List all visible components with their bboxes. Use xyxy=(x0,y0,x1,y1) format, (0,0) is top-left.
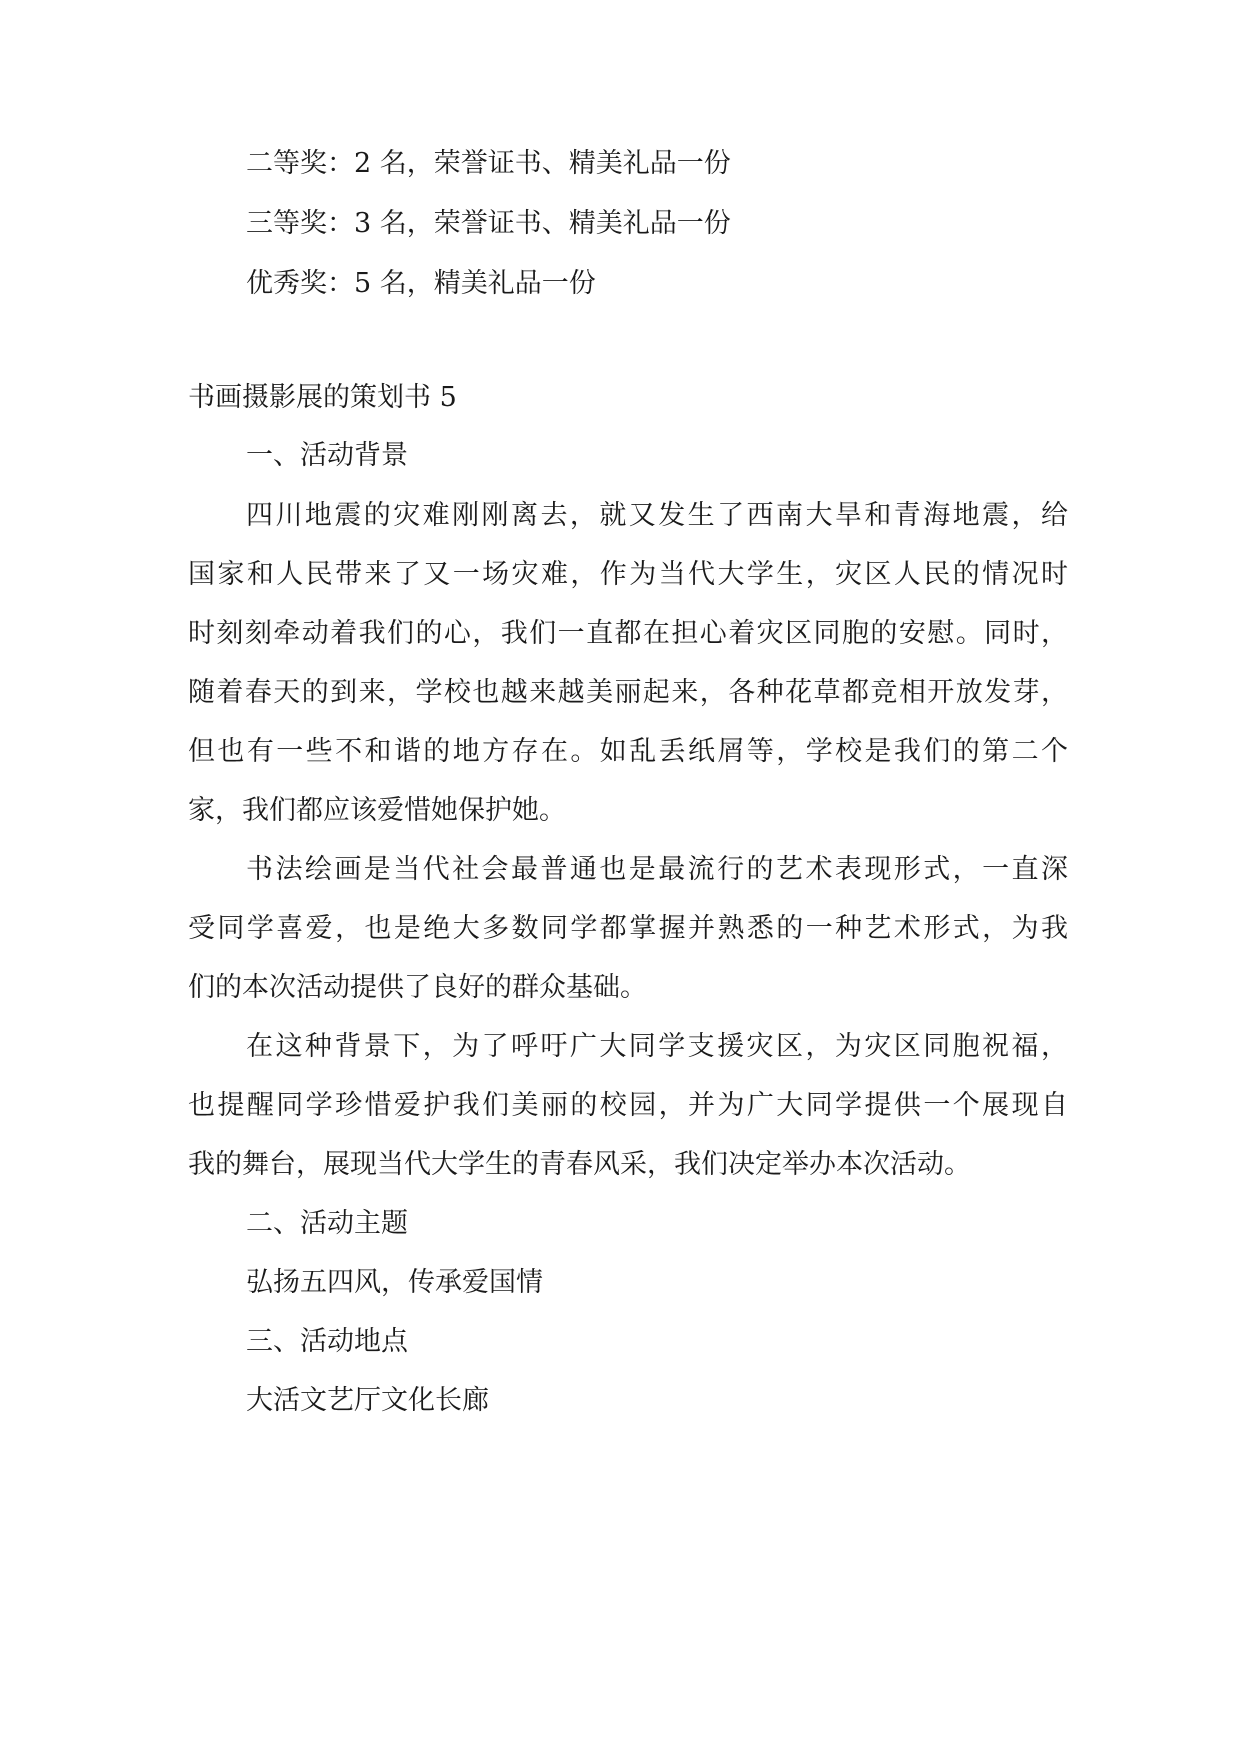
theme-text: 弘扬五四风，传承爱国情 xyxy=(246,1267,543,1298)
background-p1-line: 时刻刻牵动着我们的心，我们一直都在担心着灾区同胞的安慰。同时， xyxy=(188,618,1068,649)
location-text: 大活文艺厅文化长廊 xyxy=(246,1385,489,1416)
background-p1-line: 四川地震的灾难刚刚离去，就又发生了西南大旱和青海地震，给 xyxy=(246,500,1068,531)
section-title: 书画摄影展的策划书 5 xyxy=(188,382,457,413)
background-p3-line: 也提醒同学珍惜爱护我们美丽的校园，并为广大同学提供一个展现自 xyxy=(188,1090,1068,1121)
background-p3-line: 在这种背景下，为了呼吁广大同学支援灾区，为灾区同胞祝福， xyxy=(246,1031,1068,1062)
background-p2-line: 们的本次活动提供了良好的群众基础。 xyxy=(188,972,647,1003)
prize-excellent: 优秀奖：5 名，精美礼品一份 xyxy=(246,268,596,299)
background-p1-line: 国家和人民带来了又一场灾难，作为当代大学生，灾区人民的情况时 xyxy=(188,559,1068,590)
background-p2-line: 书法绘画是当代社会最普通也是最流行的艺术表现形式，一直深 xyxy=(246,854,1068,885)
background-p2-line: 受同学喜爱，也是绝大多数同学都掌握并熟悉的一种艺术形式，为我 xyxy=(188,913,1068,944)
location-heading: 三、活动地点 xyxy=(246,1326,408,1357)
background-p1-line: 家，我们都应该爱惜她保护她。 xyxy=(188,795,566,826)
prize-third: 三等奖：3 名，荣誉证书、精美礼品一份 xyxy=(246,208,731,239)
background-p3-line: 我的舞台，展现当代大学生的青春风采，我们决定举办本次活动。 xyxy=(188,1149,971,1180)
prize-second: 二等奖：2 名，荣誉证书、精美礼品一份 xyxy=(246,148,731,179)
background-p1-line: 但也有一些不和谐的地方存在。如乱丢纸屑等，学校是我们的第二个 xyxy=(188,736,1068,767)
background-p1-line: 随着春天的到来，学校也越来越美丽起来，各种花草都竞相开放发芽， xyxy=(188,677,1068,708)
theme-heading: 二、活动主题 xyxy=(246,1208,408,1239)
background-heading: 一、活动背景 xyxy=(246,440,408,471)
